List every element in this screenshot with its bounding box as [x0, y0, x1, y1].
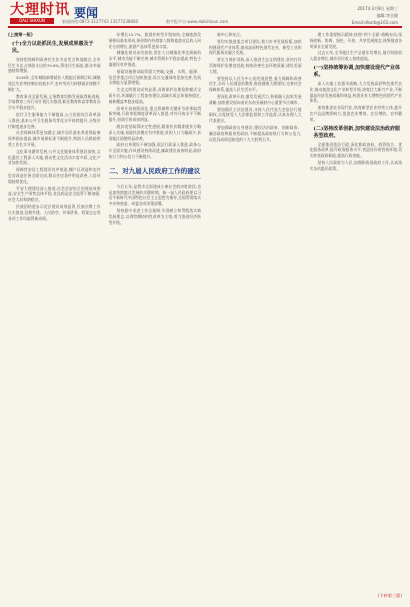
paragraph: 年增长15.7%。旅游业转型升级加快,全域旅游发展格局基本形成,接待海内外游客人数和旅游业总收入同比分别增长,旅游产品体系更加丰富。	[108, 32, 201, 49]
continued-to: (下转第三版)	[377, 593, 402, 598]
paragraph: 生态文明建设成效显著,洱海保护治理抢救模式全面开启,环湖截污工程加快建设,流域水质总体保持稳定,森林覆盖率稳步提高。	[108, 87, 201, 104]
paragraphs	[209, 32, 302, 142]
paragraphs-block-1	[310, 81, 403, 123]
paragraphs	[8, 57, 101, 222]
issue-email: Email:dlsxrb@163.com	[351, 20, 398, 25]
paragraph: 医疗卫生服务能力不断提高,公立医院综合改革深入推进,基本公共卫生服务均等化水平持续提升,分级诊疗制度逐步完善。	[8, 111, 101, 129]
paragraph: 要加强政府自身建设,建设法治政府、创新政府、廉洁政府和服务型政府,不断提高政府执行力和公信力,以优异成绩迎接党的十九大胜利召开。	[209, 124, 302, 142]
paragraph: 要全力保护洱海,深入推进生态文明建设,坚决打好洱海保护治理攻坚战,持续改善生态环境质量,建设美丽大理。	[209, 57, 302, 74]
paragraph: 保障性安居工程建设有序推进,棚户区改造和农村危房改造任务全面完成,群众住房条件明显改善,人居环境持续优化。	[8, 167, 101, 184]
subhead: (十)全力以赴抓民生,发展成果惠及于民。	[12, 40, 94, 54]
masthead	[8, 0, 402, 27]
column-4	[310, 32, 403, 599]
subhead-2: (二)坚持改革创新,加快建设法治政府服务型政府。	[313, 125, 400, 139]
paragraph: 全面推进依法行政,深化简政放权、放管结合、优化服务改革,提升政务服务水平,营造良好的营商环境,切实转变政府职能,提高行政效能。	[309, 141, 402, 159]
newspaper-logo: 大理时讯	[10, 2, 70, 18]
subhead-1: (一)坚持统筹协调,加快建设现代产业体系。	[313, 64, 400, 78]
continued-from: (上接第一版)	[8, 32, 33, 37]
newspaper-logo-subtitle: DALI SHIXUN	[10, 18, 54, 24]
paragraph: 要切实推进重点项目建设,着力补齐发展短板,加快构建现代产业体系,推动高原特色现代农业、新型工业和现代服务业融合发展。	[209, 38, 302, 56]
paragraph: 改革开放持续深化,重点领域和关键环节改革取得新突破,行政审批制度改革深入推进,对外开放水平不断提升,招商引资成效明显。	[108, 105, 201, 123]
digital-platform: 数字报平台:www.dalishixun.com	[166, 19, 229, 24]
paragraphs-block-2	[310, 142, 403, 172]
paragraph: 新中心和亮点。	[217, 32, 244, 37]
paragraph: 坚持稳中求进工作总基调,牢固树立和贯彻落实新发展理念,以供给侧结构性改革为主线,着力推进经济转型升级。	[108, 207, 201, 225]
paragraphs	[109, 32, 202, 160]
paragraph: 坚持人民政府为人民,加强和改进政府工作,认真落实各项惠民政策。	[309, 159, 402, 171]
paragraph: 基础设施建设取得重大突破,交通、水利、能源、信息等重点项目加快推进,综合交通网络更加完善,发展支撑能力显著增强。	[108, 68, 201, 86]
paragraph: 2016年,全年城镇新增就业人数超过预期目标,城镇登记失业率控制在较低水平,农村劳动力转移就业规模不断扩大。	[8, 75, 101, 92]
paragraph: 平安大理建设深入推进,社会治安综合治理成效明显,安全生产形势总体平稳,食品药品安全监管不断加强,社会大局和谐稳定。	[8, 185, 101, 203]
paragraph: 民族团结进步示范区建设成效显著,民族宗教工作扎实推进,双拥共建、人民防空、外事侨务、档案史志等各项工作均取得新成绩。	[8, 203, 101, 221]
paragraph: 要坚持以人民为中心的发展思想,着力保障和改善民生,办好人民满意的教育,推进健康大理建设,完善社会保障体系,提高人民生活水平。	[209, 75, 302, 93]
paragraph: 深入实施工业强市战略,大力发展高原特色现代农业,推动旅游文化产业转型升级,培育壮大新兴产业,不断提高经济发展质量和效益,构建具有大理特色的现代产业体系。	[309, 80, 402, 104]
news-hotline: 新闻热线:0872-2127743 13577238800	[62, 19, 139, 24]
paragraph: 社会保障体系更加健全,城乡居民基本养老保险参保率稳步提高,城乡低保标准不断提升,特困人员救助供养工作扎实开展。	[8, 130, 101, 147]
paragraph: 脱贫攻坚取得决定性进展,精准扶贫精准脱贫方略深入实施,易地扶贫搬迁有序推进,贫困人口大幅减少,贫困地区面貌明显改善。	[108, 123, 201, 141]
paragraph: 加快推进农业现代化,培育新型农业经营主体,提升农产品品牌影响力,促进农业增效、农民增收、农村繁荣。	[309, 105, 402, 122]
masthead-rule	[8, 26, 402, 28]
paragraph: 教育事业全面发展,义务教育均衡发展取得新进展,学前教育三年行动计划扎实推进,职业教育和高等教育办学水平稳步提升。	[8, 93, 101, 111]
issue-date: 2017年3月8日 星期三	[357, 6, 398, 11]
paragraph: 文化事业繁荣发展,公共文化服务体系建设加快,文化惠民工程深入实施,群众性文化活动丰富多彩,文化产业加快发展。	[8, 148, 101, 166]
column-2	[109, 32, 202, 599]
paragraph: 坚持把保障和改善民生作为出发点和落脚点,全市民生支出占财政支出的70.6%,筹化民生福祉,群众幸福感持续增强。	[8, 56, 101, 74]
paragraph: 政府自身建设不断加强,依法行政深入推进,政务公开全面实施,作风建设持续改进,廉政建设成效明显,政府执行力和公信力不断提升。	[108, 142, 201, 159]
paragraph: 过去五年,全市地区生产总值年均增长,地方财政收入稳步增长,城乡居民收入持续提高。	[309, 50, 402, 62]
section-name: 要闻	[74, 6, 99, 20]
paragraph: 今后五年,是我市全面建成小康社会的决胜阶段,也是加快跨越式发展的关键时期。新一届人民政府要以习近平新时代中国特色社会主义思想为指导,全面贯彻落实中央和省委、州委各项决策部署。	[108, 183, 201, 207]
paragraph: 要深化改革开放,激发发展活力,积极融入国家发展战略,加快建设面向南亚东南亚辐射中心重要节点城市。	[209, 93, 302, 105]
column-3	[209, 32, 302, 599]
paragraph: 理工作重要指示精神,按照"四个全面"战略布局,坚持创新、协调、绿色、开放、共享发展理念,统筹推进各项事业全面发展。	[309, 32, 402, 49]
issue-editor: 编辑:李全晓	[376, 13, 398, 18]
paragraphs-after	[109, 184, 202, 226]
article-columns	[8, 32, 402, 599]
paragraph: 城镇化建设步伐加快,常住人口城镇化率达到新的水平,城市功能不断完善,城市管理水平稳步提高,特色小镇建设有序推进。	[108, 50, 201, 67]
paragraph: 要加强民主法治建设,支持人民代表大会依法行使职权,自觉接受人大法律监督和工作监督,认真办理人大代表建议。	[209, 106, 302, 124]
paragraphs	[310, 32, 403, 62]
issue-info	[352, 5, 398, 26]
section-title: 二、对九届人民政府工作的建议	[109, 166, 202, 179]
column-1	[8, 32, 101, 599]
